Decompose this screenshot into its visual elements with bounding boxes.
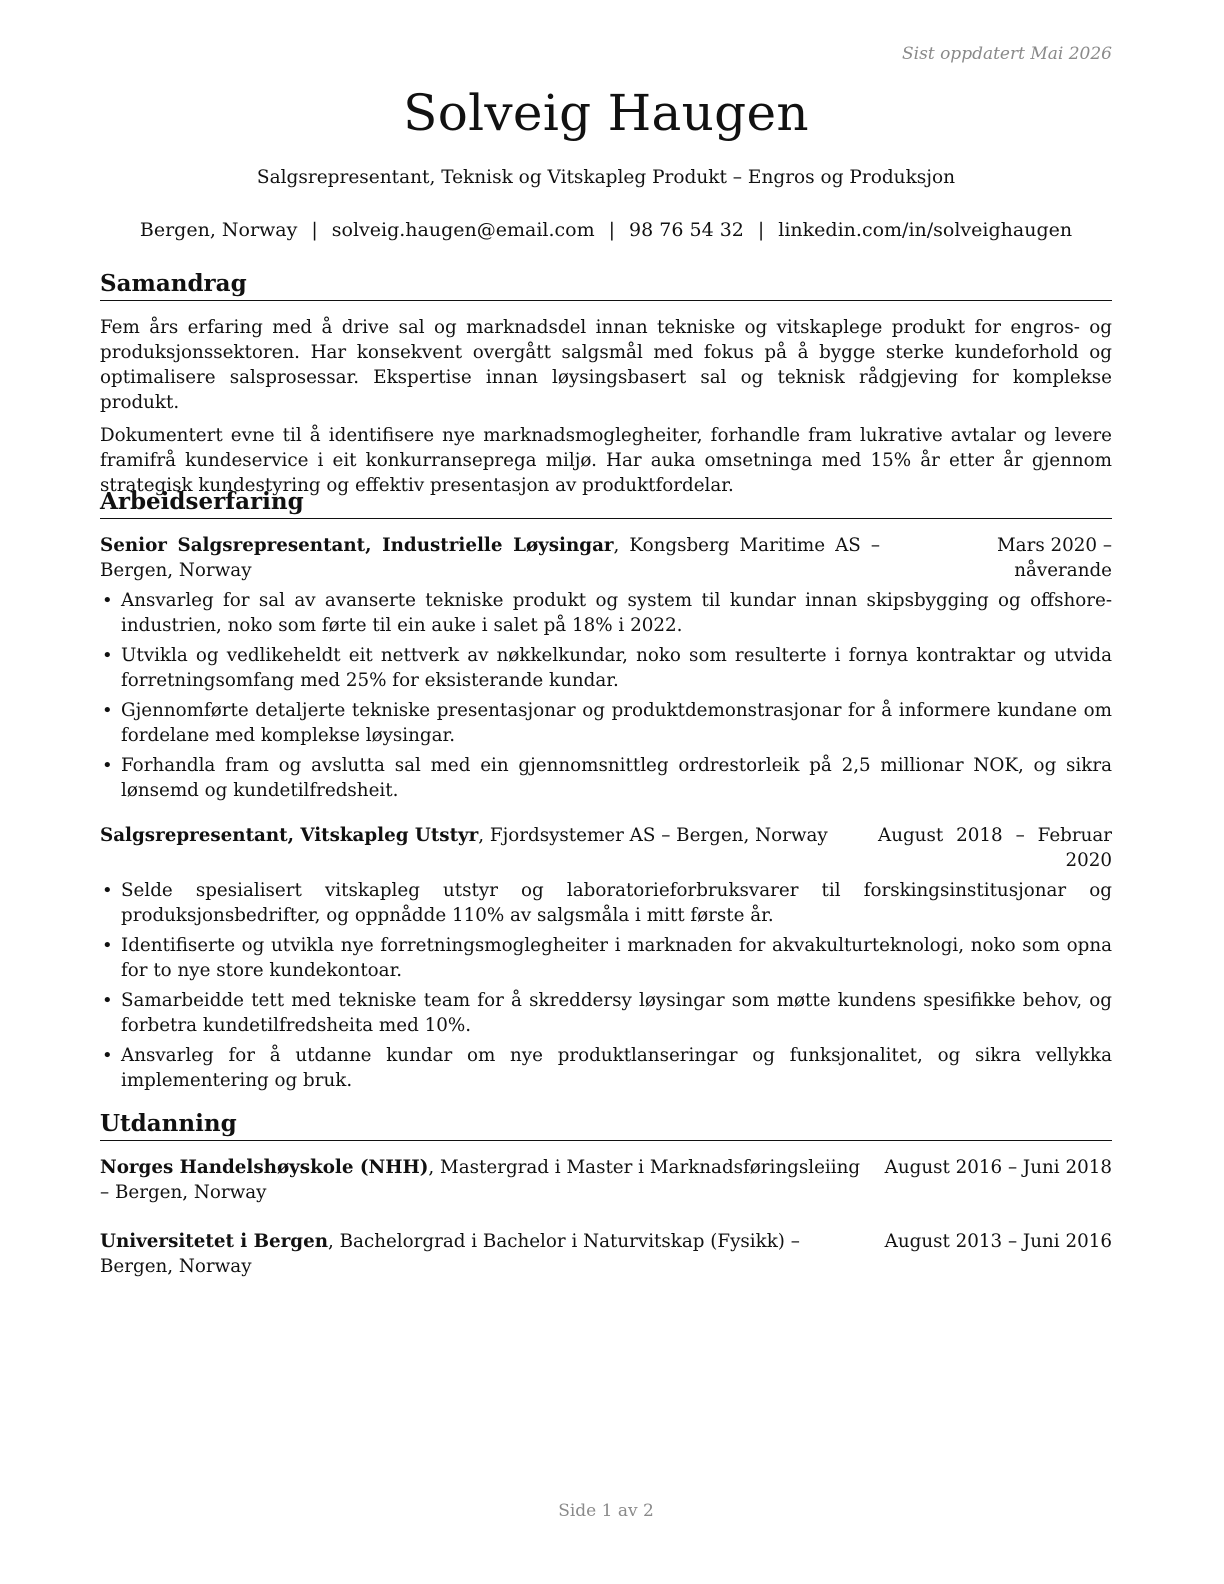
degree-detail: , Bachelorgrad i Bachelor i Naturvitskap (Fysikk) – Bergen, Norway xyxy=(100,1231,800,1277)
job-company: , Kongsberg Maritime AS – Bergen, Norway xyxy=(100,535,880,581)
school-name: Universitetet i Bergen xyxy=(100,1231,328,1252)
list-item: • Forhandla fram og avslutta sal med ein gjennomsnittleg ordrestorleik på 2,5 millionar NOK, og sikra lønsemd og kundetilfredsheit. xyxy=(102,755,1112,801)
summary-section xyxy=(100,270,1112,506)
page-number: Side 1 av 2 xyxy=(558,1501,654,1521)
education-entry xyxy=(100,1155,1112,1205)
list-item: • Ansvarleg for å utdanne kundar om nye produktlanseringar og funksjonalitet, og sikra vellykka implementering og bruk. xyxy=(102,1045,1112,1091)
resume-page xyxy=(100,0,1112,1584)
bullet-icon: • xyxy=(102,755,113,776)
contact-email[interactable]: solveig.haugen@email.com xyxy=(331,219,595,241)
list-item: • Utvikla og vedlikeheldt eit nettverk av nøkkelkundar, noko som resulterte i fornya kontraktar og utvida forretningsomfang med 25% for eksisterande kundar. xyxy=(102,645,1112,691)
contact-separator: | xyxy=(608,219,616,241)
section-title: Utdanning xyxy=(100,1110,1112,1141)
bullet-icon: • xyxy=(102,990,113,1011)
education-entry xyxy=(100,1229,1112,1279)
summary-paragraph: Dokumentert evne til å identifisere nye marknadsmoglegheiter, forhandle fram lukrative avtalar og levere framifrå kundeservice i eit konkurranseprega miljø. Har auka omsetninga med 15% år etter år gjennom strategisk kundestyring og effektiv presentasjon av produktfordelar. xyxy=(100,425,1112,496)
contact-separator: | xyxy=(311,219,318,241)
summary-paragraph: Fem års erfaring med å drive sal og marknadsdel innan tekniske og vitskaplege produkt for engros- og produksjonssektoren. Har konsekvent overgått salgsmål med fokus på å bygge sterke kundeforhold og optimalisere salsprosessar. Ekspertise innan løysingsbasert sal og teknisk rådgjeving for komplekse produkt. xyxy=(100,317,1112,413)
list-item: • Identifiserte og utvikla nye forretningsmoglegheiter i marknaden for akvakulturteknologi, noko som opna for to nye store kundekontoar. xyxy=(102,935,1112,981)
education-dates: August 2013 – Juni 2016 xyxy=(884,1231,1112,1252)
job-header xyxy=(100,823,1112,873)
section-title: Samandrag xyxy=(100,270,1112,301)
education-section xyxy=(100,1110,1112,1303)
school-name: Norges Handelshøyskole (NHH) xyxy=(100,1157,429,1178)
degree-detail: , Mastergrad i Master i Marknadsføringsleiing – Bergen, Norway xyxy=(100,1157,861,1203)
contact-location: Bergen, Norway xyxy=(139,219,298,241)
bullet-icon: • xyxy=(102,590,113,611)
job-role: Salgsrepresentant, Vitskapleg Utstyr xyxy=(100,825,479,846)
bullet-icon: • xyxy=(102,700,113,721)
experience-section xyxy=(100,488,1112,1113)
candidate-name: Solveig Haugen xyxy=(403,84,809,142)
job-role: Senior Salgsrepresentant, Industrielle Løysingar xyxy=(100,535,614,556)
section-title: Arbeidserfaring xyxy=(100,488,1112,519)
contact-phone: 98 76 54 32 xyxy=(629,219,744,241)
job-entry xyxy=(100,533,1112,803)
job-bullets xyxy=(100,588,1112,803)
contact-linkedin[interactable]: linkedin.com/in/solveighaugen xyxy=(778,219,1073,241)
bullet-icon: • xyxy=(102,645,113,666)
last-updated: Sist oppdatert Mai 2026 xyxy=(902,44,1112,64)
education-dates: August 2016 – Juni 2018 xyxy=(884,1157,1112,1178)
list-item: • Selde spesialisert vitskapleg utstyr og laboratorieforbruksvarer til forskingsinstitusjonar og produksjonsbedrifter, og oppnådde 110% av salgsmåla i mitt første år. xyxy=(102,880,1112,926)
job-dates: August 2018 – Februar 2020 xyxy=(878,825,1112,871)
list-item: • Gjennomførte detaljerte tekniske presentasjonar og produktdemonstrasjonar for å informere kundane om fordelane med komplekse løysingar. xyxy=(102,700,1112,746)
list-item: • Samarbeidde tett med tekniske team for å skreddersy løysingar som møtte kundens spesifikke behov, og forbetra kundetilfredsheita med 10%. xyxy=(102,990,1112,1036)
bullet-icon: • xyxy=(102,935,113,956)
contact-separator: | xyxy=(757,219,765,241)
job-bullets xyxy=(100,878,1112,1093)
list-item: • Ansvarleg for sal av avanserte tekniske produkt og system til kundar innan skipsbygging og offshore-industrien, noko som førte til ein auke i salet på 18% i 2022. xyxy=(102,590,1112,636)
job-company: , Fjordsystemer AS – Bergen, Norway xyxy=(478,825,828,846)
headline: Salgsrepresentant, Teknisk og Vitskapleg Produkt – Engros og Produksjon xyxy=(256,167,956,188)
contact-line xyxy=(100,219,1112,241)
job-entry xyxy=(100,823,1112,1093)
job-dates: Mars 2020 – nåverande xyxy=(996,535,1112,581)
bullet-icon: • xyxy=(102,880,113,901)
bullet-icon: • xyxy=(102,1045,113,1066)
job-header xyxy=(100,533,1112,583)
